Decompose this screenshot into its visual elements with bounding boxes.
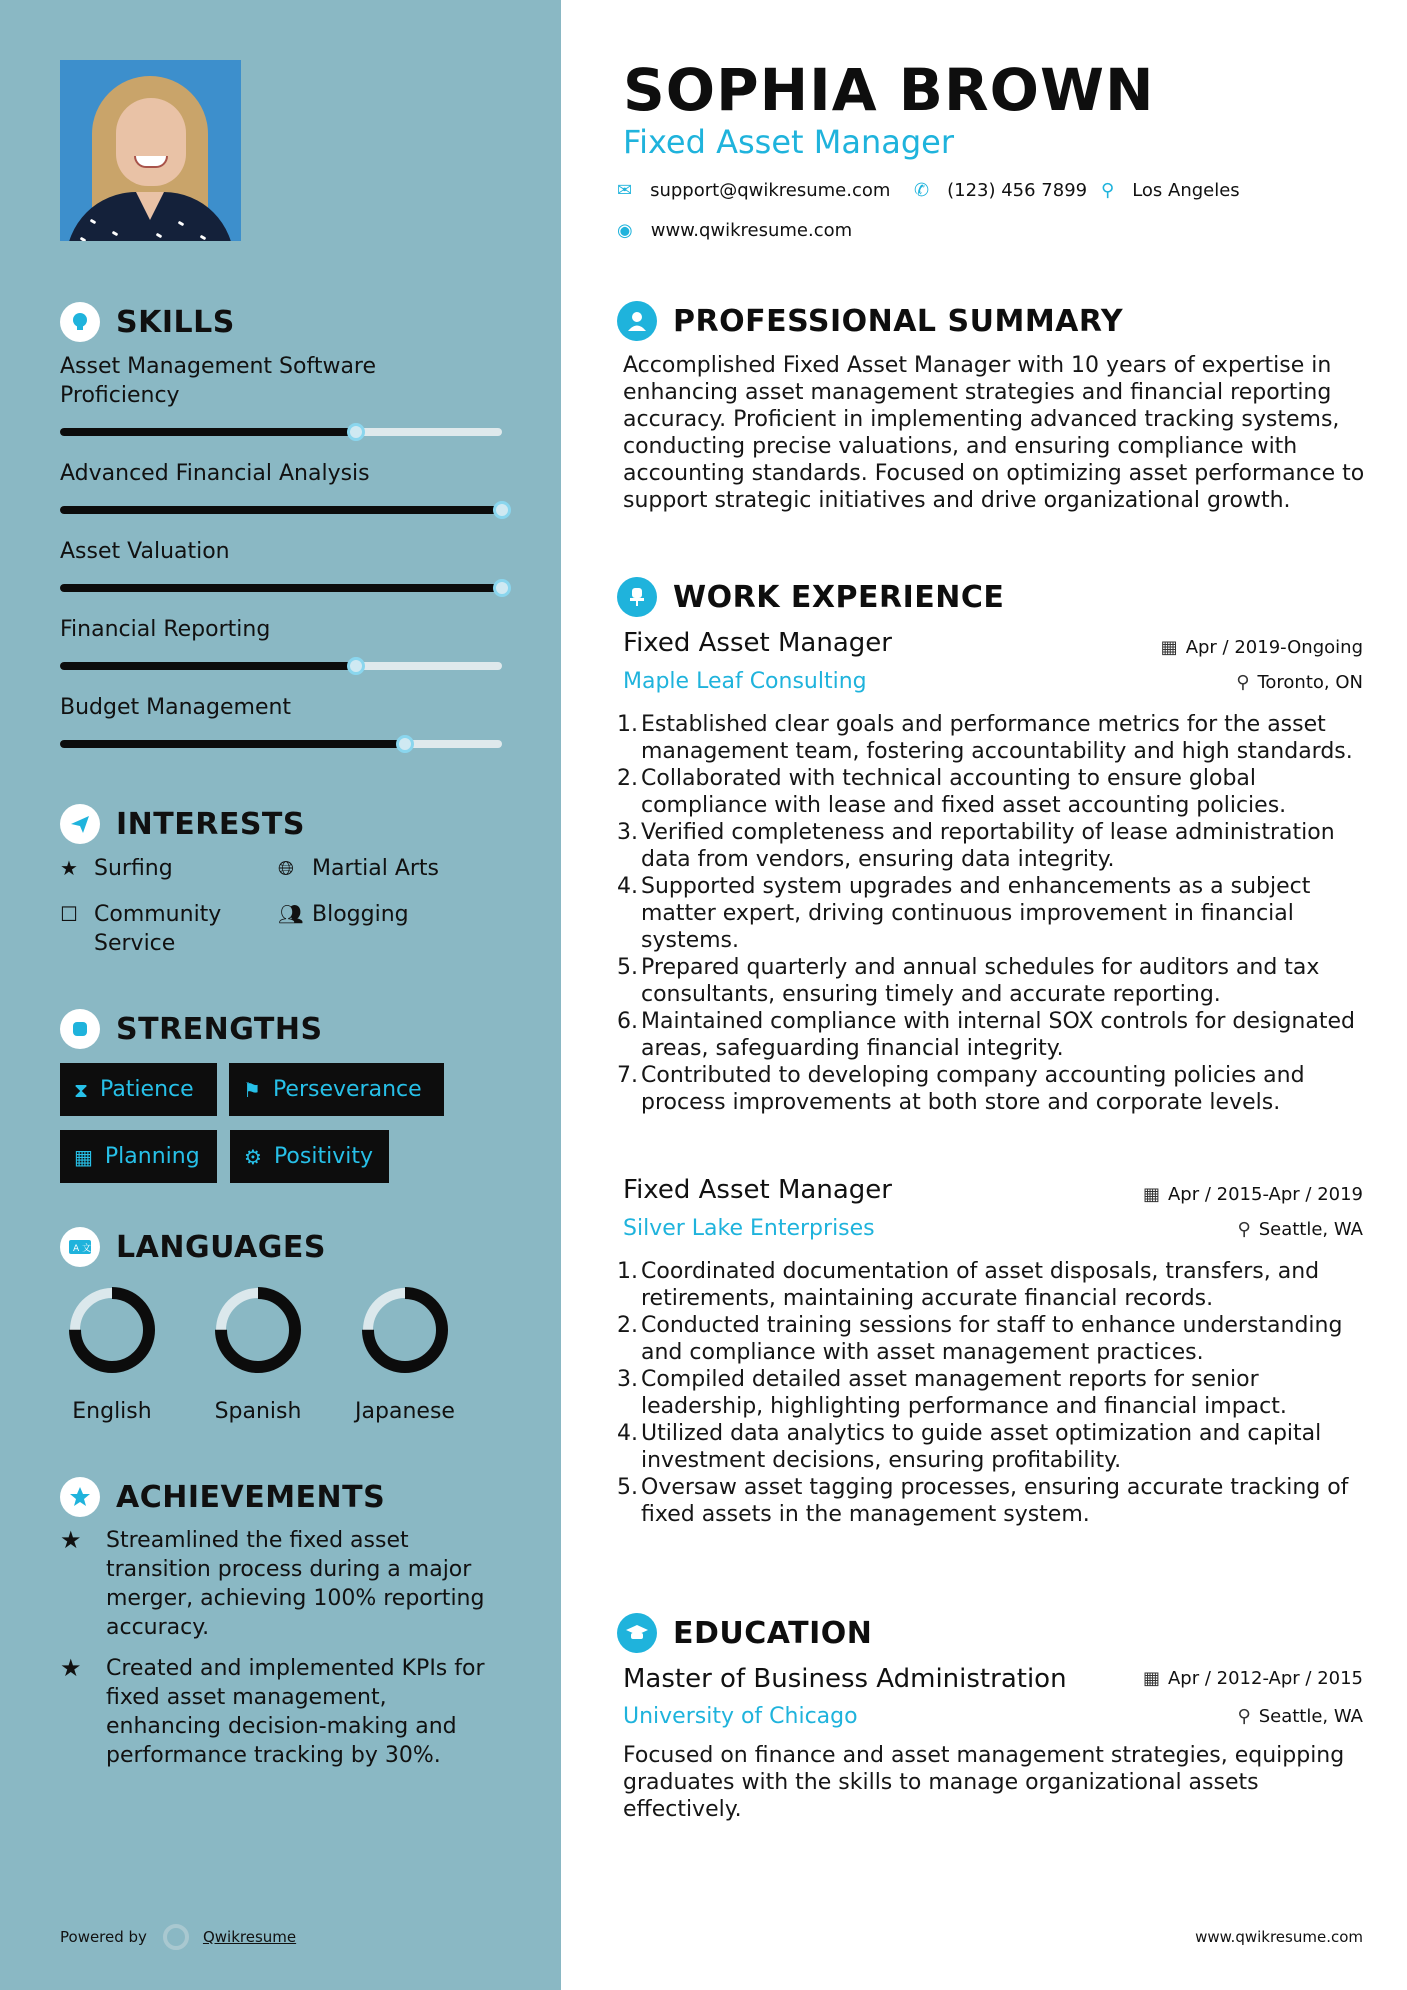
achievement-star-icon: ★ <box>60 1654 82 1682</box>
achievement-item: ★ Streamlined the fixed asset transition process during a major merger, achieving 100% reporting accuracy. <box>60 1526 485 1640</box>
pin-icon: ⚲ <box>1237 1706 1251 1727</box>
job-title: Fixed Asset Manager <box>623 1175 892 1205</box>
office-chair-icon <box>617 577 657 617</box>
skill-bar <box>60 506 502 514</box>
candidate-role: Fixed Asset Manager <box>623 123 954 161</box>
degree-title: Master of Business Administration <box>623 1664 1067 1694</box>
education-text: Focused on finance and asset management strategies, equipping graduates with the skills to manage organizational assets effectively. <box>623 1743 1345 1822</box>
contact-location: ⚲ Los Angeles <box>1101 180 1240 201</box>
star-icon: ★ <box>60 856 78 880</box>
user-icon <box>617 301 657 341</box>
interests-heading <box>60 804 305 844</box>
calendar-icon: ▦ <box>1160 637 1178 658</box>
achievement-star-icon: ★ <box>60 1526 82 1554</box>
job-dates: ▦ Apr / 2015-Apr / 2019 <box>1142 1184 1363 1205</box>
star-badge-icon <box>60 1477 100 1517</box>
experience-heading <box>617 577 1004 617</box>
achievement-item: ★ Created and implemented KPIs for fixed asset management, enhancing decision-making and performance tracking by 30%. <box>60 1654 485 1768</box>
people-icon: ⚑ <box>243 1077 261 1102</box>
qwikresume-link[interactable]: Qwikresume <box>202 1928 297 1946</box>
language-icon <box>60 1227 100 1267</box>
duty-item: 7. Contributed to developing company accounting policies and process improvements at both store and corporate levels. <box>617 1063 1305 1115</box>
paper-plane-icon <box>60 804 100 844</box>
languages-title: LANGUAGES <box>116 1229 326 1265</box>
sidebar <box>0 0 561 1990</box>
education-location: ⚲ Seattle, WA <box>1237 1706 1363 1727</box>
contact-phone[interactable]: ✆ (123) 456 7899 <box>914 180 1088 201</box>
strength-badge: ⧗ Patience <box>60 1063 217 1116</box>
language-item: English <box>57 1283 167 1424</box>
map-pin-icon: ⚲ <box>1101 180 1115 201</box>
duty-item: 3. Compiled detailed asset management reports for senior leadership, highlighting performance and financial impact. <box>617 1367 1287 1419</box>
contact-website[interactable]: ◉ www.qwikresume.com <box>617 220 853 241</box>
duty-item: 5. Oversaw asset tagging processes, ensuring accurate tracking of fixed assets in the management system. <box>617 1475 1349 1527</box>
footer-url[interactable]: www.qwikresume.com <box>1195 1928 1363 1946</box>
job-dates: ▦ Apr / 2019-Ongoing <box>1160 637 1363 658</box>
language-level-ring <box>358 1283 452 1377</box>
duty-item: 6. Maintained compliance with internal SOX controls for designated areas, safeguarding financial integrity. <box>617 1009 1355 1061</box>
achievements-heading <box>60 1477 385 1517</box>
phone-icon: ✆ <box>914 180 930 201</box>
contact-email[interactable]: ✉ support@qwikresume.com <box>617 180 891 201</box>
education-title: EDUCATION <box>673 1615 873 1651</box>
interest-item: ☐ Community Service <box>60 902 222 956</box>
skill-bar <box>60 740 502 748</box>
strength-badge: ⚑ Perseverance <box>229 1063 444 1116</box>
interest-item: 🌐︎ Martial Arts <box>278 856 440 881</box>
skill-bar <box>60 662 502 670</box>
duty-item: 4. Supported system upgrades and enhancements as a subject matter expert, driving continuous improvement in financial systems. <box>617 874 1311 953</box>
job-title: Fixed Asset Manager <box>623 628 892 658</box>
qwikresume-logo-icon <box>163 1924 189 1950</box>
strengths-heading <box>60 1009 323 1049</box>
fist-icon <box>60 1009 100 1049</box>
skills-heading <box>60 302 235 342</box>
calendar-icon: ▦ <box>1142 1668 1160 1689</box>
duty-item: 4. Utilized data analytics to guide asset optimization and capital investment decisions, ensuring profitability. <box>617 1421 1322 1473</box>
users-icon: 👥︎ <box>278 902 304 926</box>
interest-item: ★ Surfing <box>60 856 173 881</box>
svg-text:文: 文 <box>82 1244 92 1254</box>
interest-item: 👥︎ Blogging <box>278 902 409 927</box>
summary-title: PROFESSIONAL SUMMARY <box>673 303 1124 339</box>
job-duties <box>617 1258 1373 1528</box>
summary-text: Accomplished Fixed Asset Manager with 10 years of expertise in enhancing asset management strategies and financial reporting accuracy. Proficient in implementing advanced tracking systems, conducting precise valuations, and ensuring compliance with accounting standards. Focused on optimizing asset performance to support strategic initiatives and drive organizational growth. <box>623 353 1365 513</box>
strength-badge: ⚙ Positivity <box>230 1130 389 1183</box>
duty-item: 2. Collaborated with technical accounting to ensure global compliance with lease and fixed asset accounting policies. <box>617 766 1287 818</box>
skills-title: SKILLS <box>116 304 235 340</box>
strength-badge: ▦ Planning <box>60 1130 217 1183</box>
skill-bar <box>60 428 502 436</box>
achievements-title: ACHIEVEMENTS <box>116 1479 386 1515</box>
skill-name: Advanced Financial Analysis <box>60 461 370 486</box>
experience-title: WORK EXPERIENCE <box>673 579 1005 615</box>
powered-by: Powered by Qwikresume <box>60 1924 296 1950</box>
gear-icon: ⚙ <box>244 1144 262 1169</box>
candidate-name: SOPHIA BROWN <box>623 56 1155 124</box>
profile-photo <box>60 60 241 241</box>
calendar-icon: ▦ <box>1142 1184 1160 1205</box>
strengths-title: STRENGTHS <box>116 1011 323 1047</box>
pin-icon: ⚲ <box>1236 672 1250 693</box>
job-company: Maple Leaf Consulting <box>623 669 867 694</box>
graduation-cap-icon <box>617 1613 657 1653</box>
education-heading <box>617 1613 872 1653</box>
interests-title: INTERESTS <box>116 806 305 842</box>
language-item: Japanese <box>350 1283 460 1424</box>
pin-icon: ⚲ <box>1237 1219 1251 1240</box>
globe-icon: 🌐︎ <box>278 856 294 880</box>
language-level-ring <box>211 1283 305 1377</box>
job-company: Silver Lake Enterprises <box>623 1216 875 1241</box>
education-dates: ▦ Apr / 2012-Apr / 2015 <box>1142 1668 1363 1689</box>
skill-name: Budget Management <box>60 695 292 720</box>
summary-heading <box>617 301 1123 341</box>
hourglass-icon: ⧗ <box>74 1077 89 1102</box>
language-level-ring <box>65 1283 159 1377</box>
duty-item: 1. Established clear goals and performance metrics for the asset management team, fostering accountability and high standards. <box>617 712 1353 764</box>
hand-icon: ☐ <box>60 902 78 926</box>
job-location: ⚲ Toronto, ON <box>1236 672 1363 693</box>
languages-heading <box>60 1227 326 1267</box>
job-location: ⚲ Seattle, WA <box>1237 1219 1363 1240</box>
duty-item: 1. Coordinated documentation of asset disposals, transfers, and retirements, maintaining accurate financial records. <box>617 1259 1320 1311</box>
globe-icon: ◉ <box>617 220 633 241</box>
skill-name: Financial Reporting <box>60 617 271 642</box>
duty-item: 3. Verified completeness and reportability of lease administration data from vendors, ensuring data integrity. <box>617 820 1335 872</box>
language-item: Spanish <box>203 1283 313 1424</box>
calendar-icon: ▦ <box>74 1144 93 1169</box>
job-duties <box>617 711 1373 1116</box>
school-name: University of Chicago <box>623 1704 858 1729</box>
lightbulb-icon <box>60 302 100 342</box>
skill-name: Asset Management Software Proficiency <box>60 354 377 408</box>
svg-text:A: A <box>73 1244 80 1254</box>
duty-item: 2. Conducted training sessions for staff to enhance understanding and compliance with asset management practices. <box>617 1313 1343 1365</box>
skill-bar <box>60 584 502 592</box>
duty-item: 5. Prepared quarterly and annual schedules for auditors and tax consultants, ensuring timely and accurate reporting. <box>617 955 1320 1007</box>
skill-name: Asset Valuation <box>60 539 230 564</box>
envelope-icon: ✉ <box>617 180 633 201</box>
